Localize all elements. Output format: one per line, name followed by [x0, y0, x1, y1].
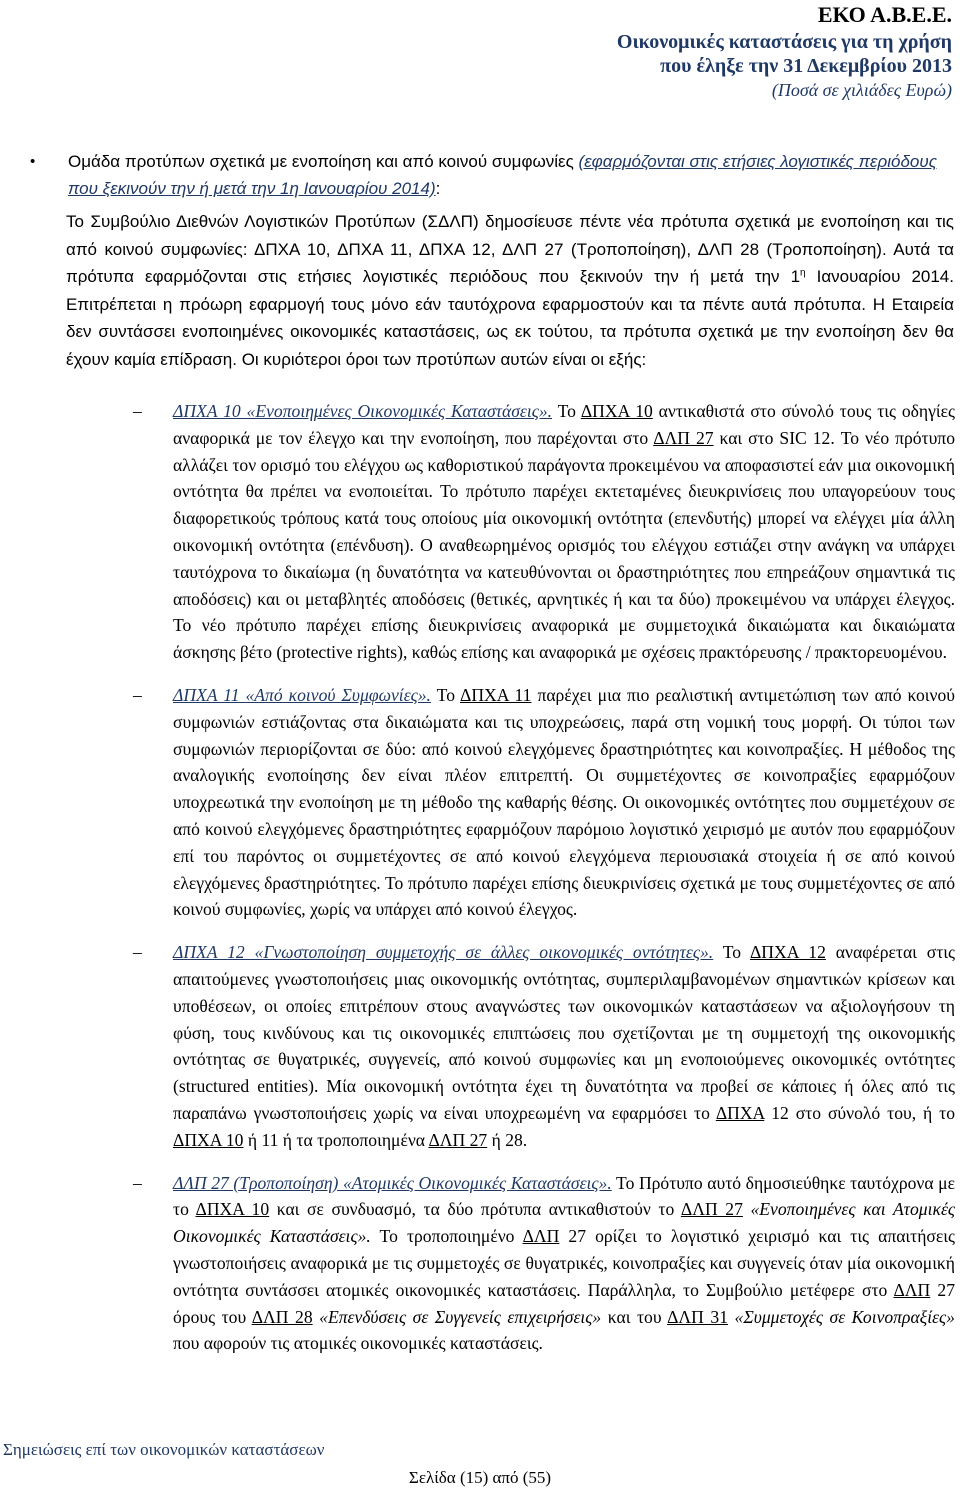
header-title-line1: Οικονομικές καταστάσεις για τη χρήση: [616, 31, 952, 53]
standard-text: ΔΛΠ: [522, 1226, 560, 1247]
footer-section-title: Σημειώσεις επί των οικονομικών καταστάσεων: [3, 1440, 325, 1459]
standard-text: Το: [713, 942, 750, 963]
header-title-line2: που έληξε την 31 Δεκεμβρίου 2013: [660, 55, 952, 77]
standard-item: [133, 1170, 956, 1358]
standard-text: «Συμμετοχές σε Κοινοπραξίες»: [728, 1306, 955, 1327]
standard-title: ΔΛΠ 27 (Τροποποίηση) «Ατομικές Οικονομικές Καταστάσεις».: [173, 1172, 612, 1193]
standard-text: ΔΠΧΑ 11: [460, 684, 532, 705]
standard-text: ΔΛΠ 27: [653, 427, 714, 448]
standard-text: ΔΠΧΑ 10: [580, 401, 653, 421]
dash-icon: –: [133, 401, 142, 421]
standard-text: ΔΛΠ 28: [251, 1306, 313, 1327]
standards-list: [133, 398, 955, 1373]
standard-text: ή 28.: [487, 1129, 528, 1150]
standard-text: και του: [601, 1306, 668, 1327]
standard-text: Το: [552, 401, 581, 421]
standard-text: 27 όρους του: [173, 1279, 955, 1327]
standard-text: ΔΠΧΑ: [715, 1102, 765, 1123]
standard-title: ΔΠΧΑ 12 «Γνωστοποίηση συμμετοχής σε άλλες οικονομικές οντότητες».: [173, 942, 714, 963]
standard-item: [133, 939, 956, 1153]
standard-text: Το τροποποιημένο: [370, 1226, 523, 1247]
standard-text: ή 11 ή τα τροποποιημένα: [243, 1129, 429, 1150]
dash-icon: –: [133, 1172, 142, 1193]
intro-text-1: Το Συμβούλιο Διεθνών Λογιστικών Προτύπων (ΣΔΛΠ) δημοσίευσε πέντε νέα πρότυπα σχετικά με ενοποίηση και τις από κοινού συμφωνίες: ΔΠΧΑ 10, ΔΠΧΑ 11, ΔΠΧΑ 12, ΔΛΠ 27 (Τροποποίηση), ΔΛΠ 28 (Τροποποίηση). Αυτά τα πρότυπα εφαρμόζονται στις ετήσιες λογιστικές περιόδους που ξεκινούν την ή μετά την 1: [66, 212, 954, 286]
standard-text: Το: [430, 684, 461, 705]
group-effective-note: (εφαρμόζονται στις ετήσιες λογιστικές περιόδους που ξεκινούν την ή μετά την 1η Ιανουαρίου 2014): [68, 152, 937, 198]
standard-text: παρέχει μια πιο ρεαλιστική αντιμετώπιση των από κοινού συμφωνιών εστιάζοντας στα δικαιώματα και τις υποχρεώσεις, παρά στη νομική τους μορφή. Οι τύποι των συμφωνιών περιορίζονται σε δύο: από κοινού ελεγχόμενες δραστηριότητες και κοινοπραξίες. Η μέθοδος της αναλογικής ενοποίησης δεν είναι πλέον επιτρεπτή. Οι συμμετέχοντες σε κοινοπραξίες εφαρμόζουν υποχρεωτικά την ενοποίηση με τη μέθοδο της καθαρής θέσης. Οι οικονομικές οντότητες που συμμετέχουν σε από κοινού ελεγχόμενες δραστηριότητες εφαρμόζουν παρόμοιο λογιστικό χειρισμό με αυτόν που εφαρμόζουν επί του παρόντος οι συμμετέχοντες σε από κοινού ελεγχόμενα περιουσιακά στοιχεία ή σε από κοινού ελεγχόμενες δραστηριότητες. Το πρότυπο παρέχει επίσης διευκρινίσεις σχετικά με τους συμμετέχοντες σε από κοινού συμφωνίες, χωρίς να υπάρχει από κοινού έλεγχος.: [173, 684, 955, 920]
standard-text: και σε συνδυασμό, τα δύο πρότυπα αντικαθιστούν το: [269, 1199, 681, 1220]
bullet-icon: •: [30, 153, 36, 170]
standard-text: 27 ορίζει το λογιστικό χειρισμό και τις απαιτήσεις γνωστοποιήσεις αναφορικά με τις συμμετοχές σε θυγατρικές, κοινοπραξίες και συγγενείς όταν μία οικονομική οντότητα συντάσσει ατομικές οικονομικές καταστάσεις. Παράλληλα, το Συμβούλιο μετέφερε στο: [173, 1226, 955, 1300]
standard-text: ΔΛΠ: [893, 1279, 931, 1300]
standard-title: ΔΠΧΑ 10 «Ενοποιημένες Οικονομικές Καταστάσεις».: [173, 401, 553, 421]
standard-text: ΔΛΠ 27: [428, 1129, 488, 1150]
company-name: ΕΚΟ Α.Β.Ε.Ε.: [817, 2, 952, 27]
standard-item: [133, 398, 955, 666]
document-header: [617, 0, 952, 102]
standard-text: και στο SIC 12. Το νέο πρότυπο αλλάζει τον ορισμό του ελέγχου ως καθοριστικού παράγοντα προκειμένου να αποφασιστεί εάν μια οικονομική οντότητα θα πρέπει να ενοποιείται. Το πρότυπο παρέχει εκτεταμένες διευκρινίσεις που υπαγορεύουν τους διαφορετικούς τρόπους κατά τους οποίους μία οικονομική οντότητα (επενδυτής) μπορεί να ελέγχει μία άλλη οικονομική οντότητα (επένδυση). Ο αναθεωρημένος ορισμός του ελέγχου εστιάζει στην ανάγκη να υπάρχει ταυτόχρονα το δικαίωμα (η δυνατότητα να κατευθύνονται οι δραστηριότητες που επηρεάζουν σημαντικά τις αποδόσεις) και οι μεταβλητές αποδόσεις (θετικές, αρνητικές ή και τα δύο) προκειμένου να υπάρχει έλεγχος. Το νέο πρότυπο παρέχει επίσης διευκρινίσεις αναφορικά με συμμετοχικά δικαιώματα και δικαιώματα άσκησης βέτο (protective rights), καθώς επίσης και αναφορικά με σχέσεις πρακτόρευσης / πρακτορευομένου.: [173, 427, 955, 663]
standard-item: [133, 682, 955, 923]
standard-text: ΔΠΧΑ 10: [195, 1199, 270, 1220]
standard-text: Το Πρότυπο αυτό δημοσιεύθηκε ταυτόχρονα με το: [173, 1172, 955, 1220]
standard-text: 12 στο σύνολό του, ή το: [764, 1102, 955, 1123]
standard-text: αναφέρεται στις απαιτούμενες γνωστοποιήσεις μιας οικονομικής οντότητας, συμπεριλαμβανομένων σημαντικών κρίσεων και υποθέσεων, οι οποίες επιτρέπουν στους αναγνώστες των οικονομικών καταστάσεων να αξιολογήσουν τη φύση, τους κινδύνους και τις οικονομικές επιπτώσεις που σχετίζονται με τη συμμετοχή της οικονομικής οντότητας σε θυγατρικές, συγγενείς, από κοινού συμφωνίες και μη ενοποιούμενες οικονομικές οντότητες (structured entities). Μία οικονομική οντότητα έχει τη δυνατότητα να προβεί σε κάποιες ή όλες από τις παραπάνω γνωστοποιήσεις χωρίς να είναι υποχρεωμένη να εφαρμόσει το: [173, 942, 956, 1123]
standard-title: ΔΠΧΑ 11 «Από κοινού Συμφωνίες».: [173, 684, 431, 705]
standard-text: «Επενδύσεις σε Συγγενείς επιχειρήσεις»: [312, 1306, 602, 1327]
intro-paragraph: [66, 208, 954, 373]
group-lead: Ομάδα προτύπων σχετικά με ενοποίηση και από κοινού συμφωνίες: [68, 152, 579, 171]
group-tail: :: [435, 179, 441, 198]
dash-icon: –: [133, 942, 142, 963]
standard-text: «Ενοποιημένες και Ατομικές Οικονομικές Καταστάσεις».: [173, 1199, 956, 1247]
dash-icon: –: [133, 684, 142, 705]
intro-superscript: η: [800, 267, 806, 279]
standard-text: ΔΛΠ 27: [680, 1199, 743, 1220]
standard-text: που αφορούν τις ατομικές οικονομικές καταστάσεις.: [173, 1333, 543, 1354]
standard-text: ΔΛΠ 31: [667, 1306, 728, 1327]
standard-text: ΔΠΧΑ 10: [173, 1129, 244, 1150]
standards-group-heading: [30, 148, 955, 202]
intro-text-2: Ιανουαρίου 2014. Επιτρέπεται η πρόωρη εφαρμογή τους μόνο εάν ταυτόχρονα εφαρμοστούν και τα πέντε αυτά πρότυπα. Η Εταιρεία δεν συντάσσει ενοποιημένες οικονομικές καταστάσεις, ως εκ τούτου, τα πρότυπα σχετικά με την ενοποίηση δεν θα έχουν καμία επίδραση. Οι κυριότεροι όροι των προτύπων αυτών είναι οι εξής:: [66, 267, 954, 369]
page-number: Σελίδα (15) από (55): [408, 1468, 552, 1487]
standard-text: αντικαθιστά στο σύνολό τους τις οδηγίες αναφορικά με τον έλεγχο και την ενοποίηση, που παρέχονται στο: [173, 401, 955, 448]
header-currency-note: (Ποσά σε χιλιάδες Ευρώ): [771, 80, 952, 100]
standard-text: ΔΠΧΑ 12: [749, 942, 826, 963]
